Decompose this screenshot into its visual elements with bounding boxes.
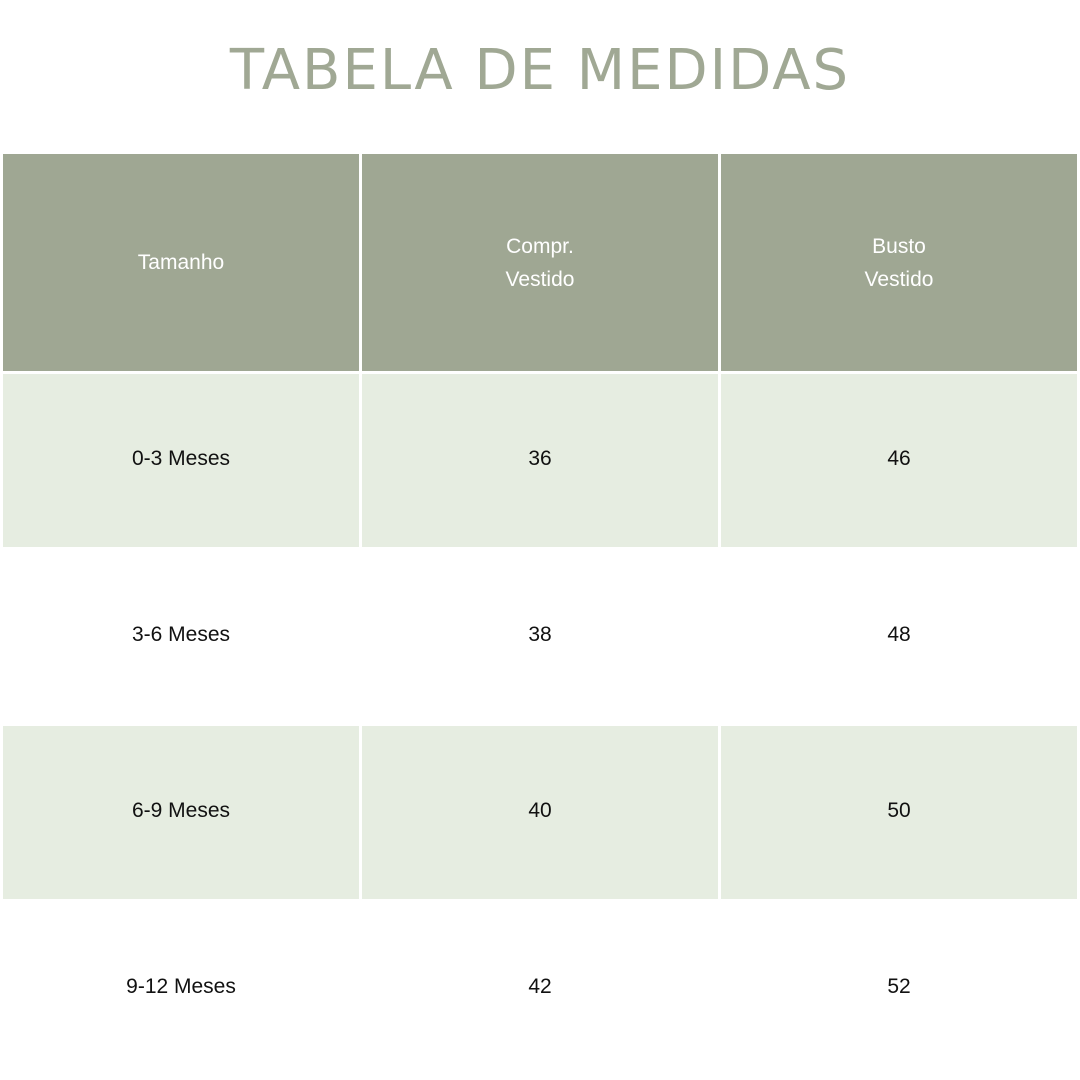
cell-dress-bust [721, 902, 1077, 1075]
size-table [3, 154, 1077, 1078]
cell-size [3, 374, 359, 547]
cell-dress-bust-text: 52 [887, 974, 911, 998]
cell-size [3, 902, 359, 1075]
cell-dress-length-text: 36 [528, 446, 552, 470]
page-title: TABELA DE MEDIDAS [229, 38, 851, 103]
table-row [3, 902, 1077, 1075]
header-cell-size: Tamanho [3, 154, 359, 371]
cell-dress-length-text: 38 [528, 622, 552, 646]
cell-dress-bust-text: 46 [887, 446, 911, 470]
table-header-row [3, 154, 1077, 371]
table-row [3, 550, 1077, 723]
cell-size-text: 3-6 Meses [131, 622, 231, 646]
cell-dress-bust-text: 50 [887, 798, 911, 822]
table-row [3, 726, 1077, 899]
cell-size-text: 6-9 Meses [131, 798, 231, 822]
cell-dress-length [362, 550, 718, 723]
cell-dress-length [362, 902, 718, 1075]
cell-dress-length [362, 374, 718, 547]
cell-size-text: 9-12 Meses [126, 974, 236, 998]
cell-dress-length-text: 40 [528, 798, 552, 822]
cell-size [3, 726, 359, 899]
cell-dress-bust [721, 726, 1077, 899]
cell-size-text: 0-3 Meses [131, 446, 231, 470]
table-row [3, 374, 1077, 547]
header-cell-dress-bust: Busto Vestido [721, 154, 1077, 371]
cell-size [3, 550, 359, 723]
header-cell-dress-length: Compr. Vestido [362, 154, 718, 371]
cell-dress-length-text: 42 [528, 974, 552, 998]
cell-dress-bust [721, 550, 1077, 723]
cell-dress-length [362, 726, 718, 899]
cell-dress-bust-text: 48 [887, 622, 911, 646]
cell-dress-bust [721, 374, 1077, 547]
